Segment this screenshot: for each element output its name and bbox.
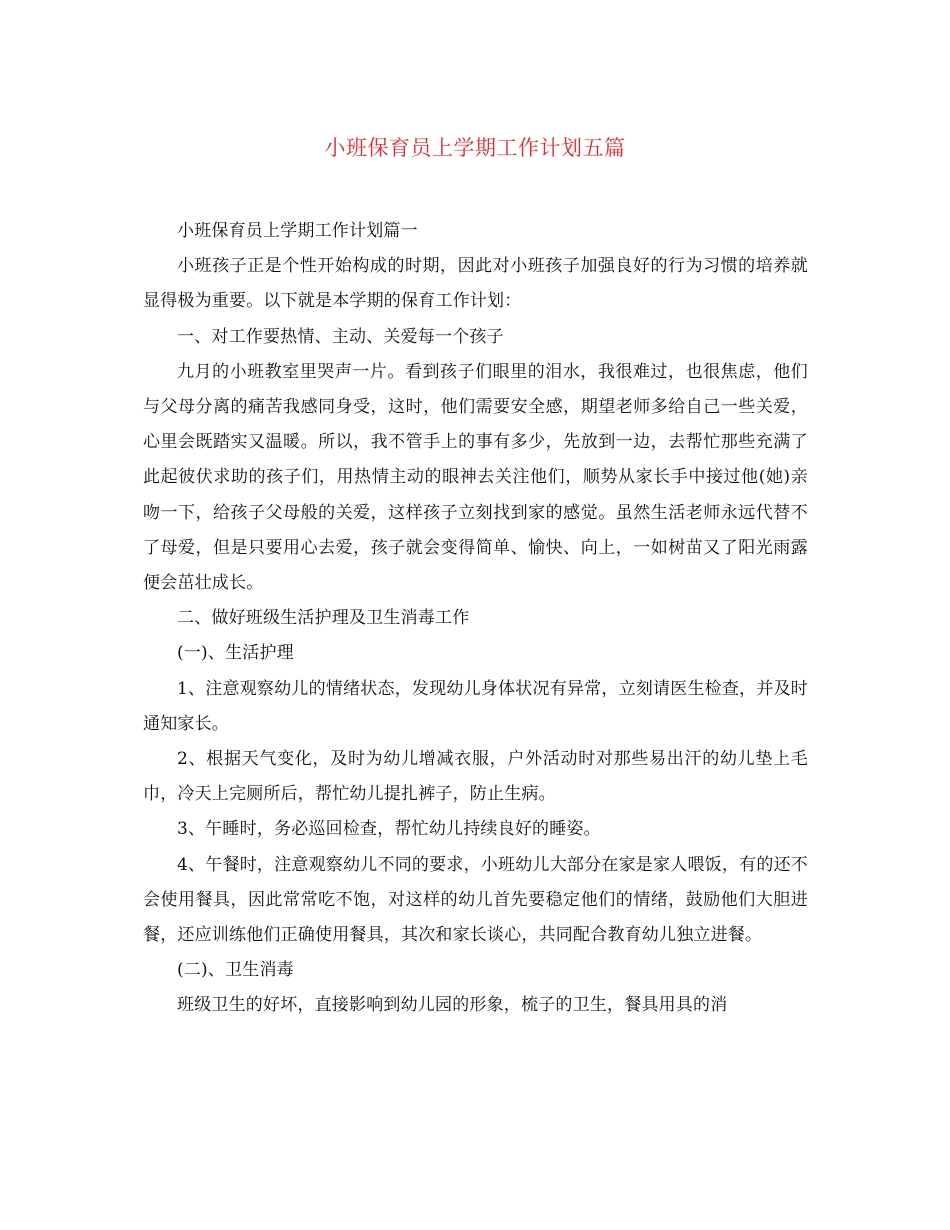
document-title: 小班保育员上学期工作计划五篇 [324,136,626,160]
paragraph: 九月的小班教室里哭声一片。看到孩子们眼里的泪水，我很难过，也很焦虑，他们与父母分离的痛苦我感同身受，这时，他们需要安全感，期望老师多给自己一些关爱，心里会既踏实又温暖。所以，我不管手上的事有多少，先放到一边，去帮忙那些充满了此起彼伏求助的孩子们，用热情主动的眼神去关注他们，顺势从家长手中接过他(她)亲吻一下，给孩子父母般的关爱，这样孩子立刻找到家的感觉。虽然生活老师永远代替不了母爱，但是只要用心去爱，孩子就会变得简单、愉快、向上，一如树苗又了阳光雨露便会茁壮成长。 [143,361,808,594]
section-heading: 一、对工作要热情、主动、关爱每一个孩子 [177,326,504,347]
list-item: 3、午睡时，务必巡回检查，帮忙幼儿持续良好的睡姿。 [177,819,601,840]
list-item: 1、注意观察幼儿的情绪状态，发现幼儿身体状况有异常，立刻请医生检查，并及时通知家长。 [143,678,808,734]
document-body [143,214,808,1024]
section-heading: 小班保育员上学期工作计划篇一 [177,221,418,241]
section-heading: 二、做好班级生活护理及卫生消毒工作 [177,608,470,629]
subsection-heading: (二)、卫生消毒 [177,960,294,981]
list-item: 2、根据天气变化，及时为幼儿增减衣服，户外活动时对那些易出汗的幼儿垫上毛巾，冷天上完厕所后，帮忙幼儿提扎裤子，防止生病。 [143,749,808,805]
subsection-heading: (一)、生活护理 [177,643,294,664]
list-item: 4、午餐时，注意观察幼儿不同的要求，小班幼儿大部分在家是家人喂饭，有的还不会使用餐具，因此常常吃不饱，对这样的幼儿首先要稳定他们的情绪，鼓励他们大胆进餐，还应训练他们正确使用餐具，其次和家长谈心，共同配合教育幼儿独立进餐。 [143,854,808,946]
paragraph: 小班孩子正是个性开始构成的时期，因此对小班孩子加强良好的行为习惯的培养就显得极为重要。以下就是本学期的保育工作计划： [143,256,808,312]
paragraph: 班级卫生的好坏，直接影响到幼儿园的形象，梳子的卫生，餐具用具的消 [177,995,728,1016]
